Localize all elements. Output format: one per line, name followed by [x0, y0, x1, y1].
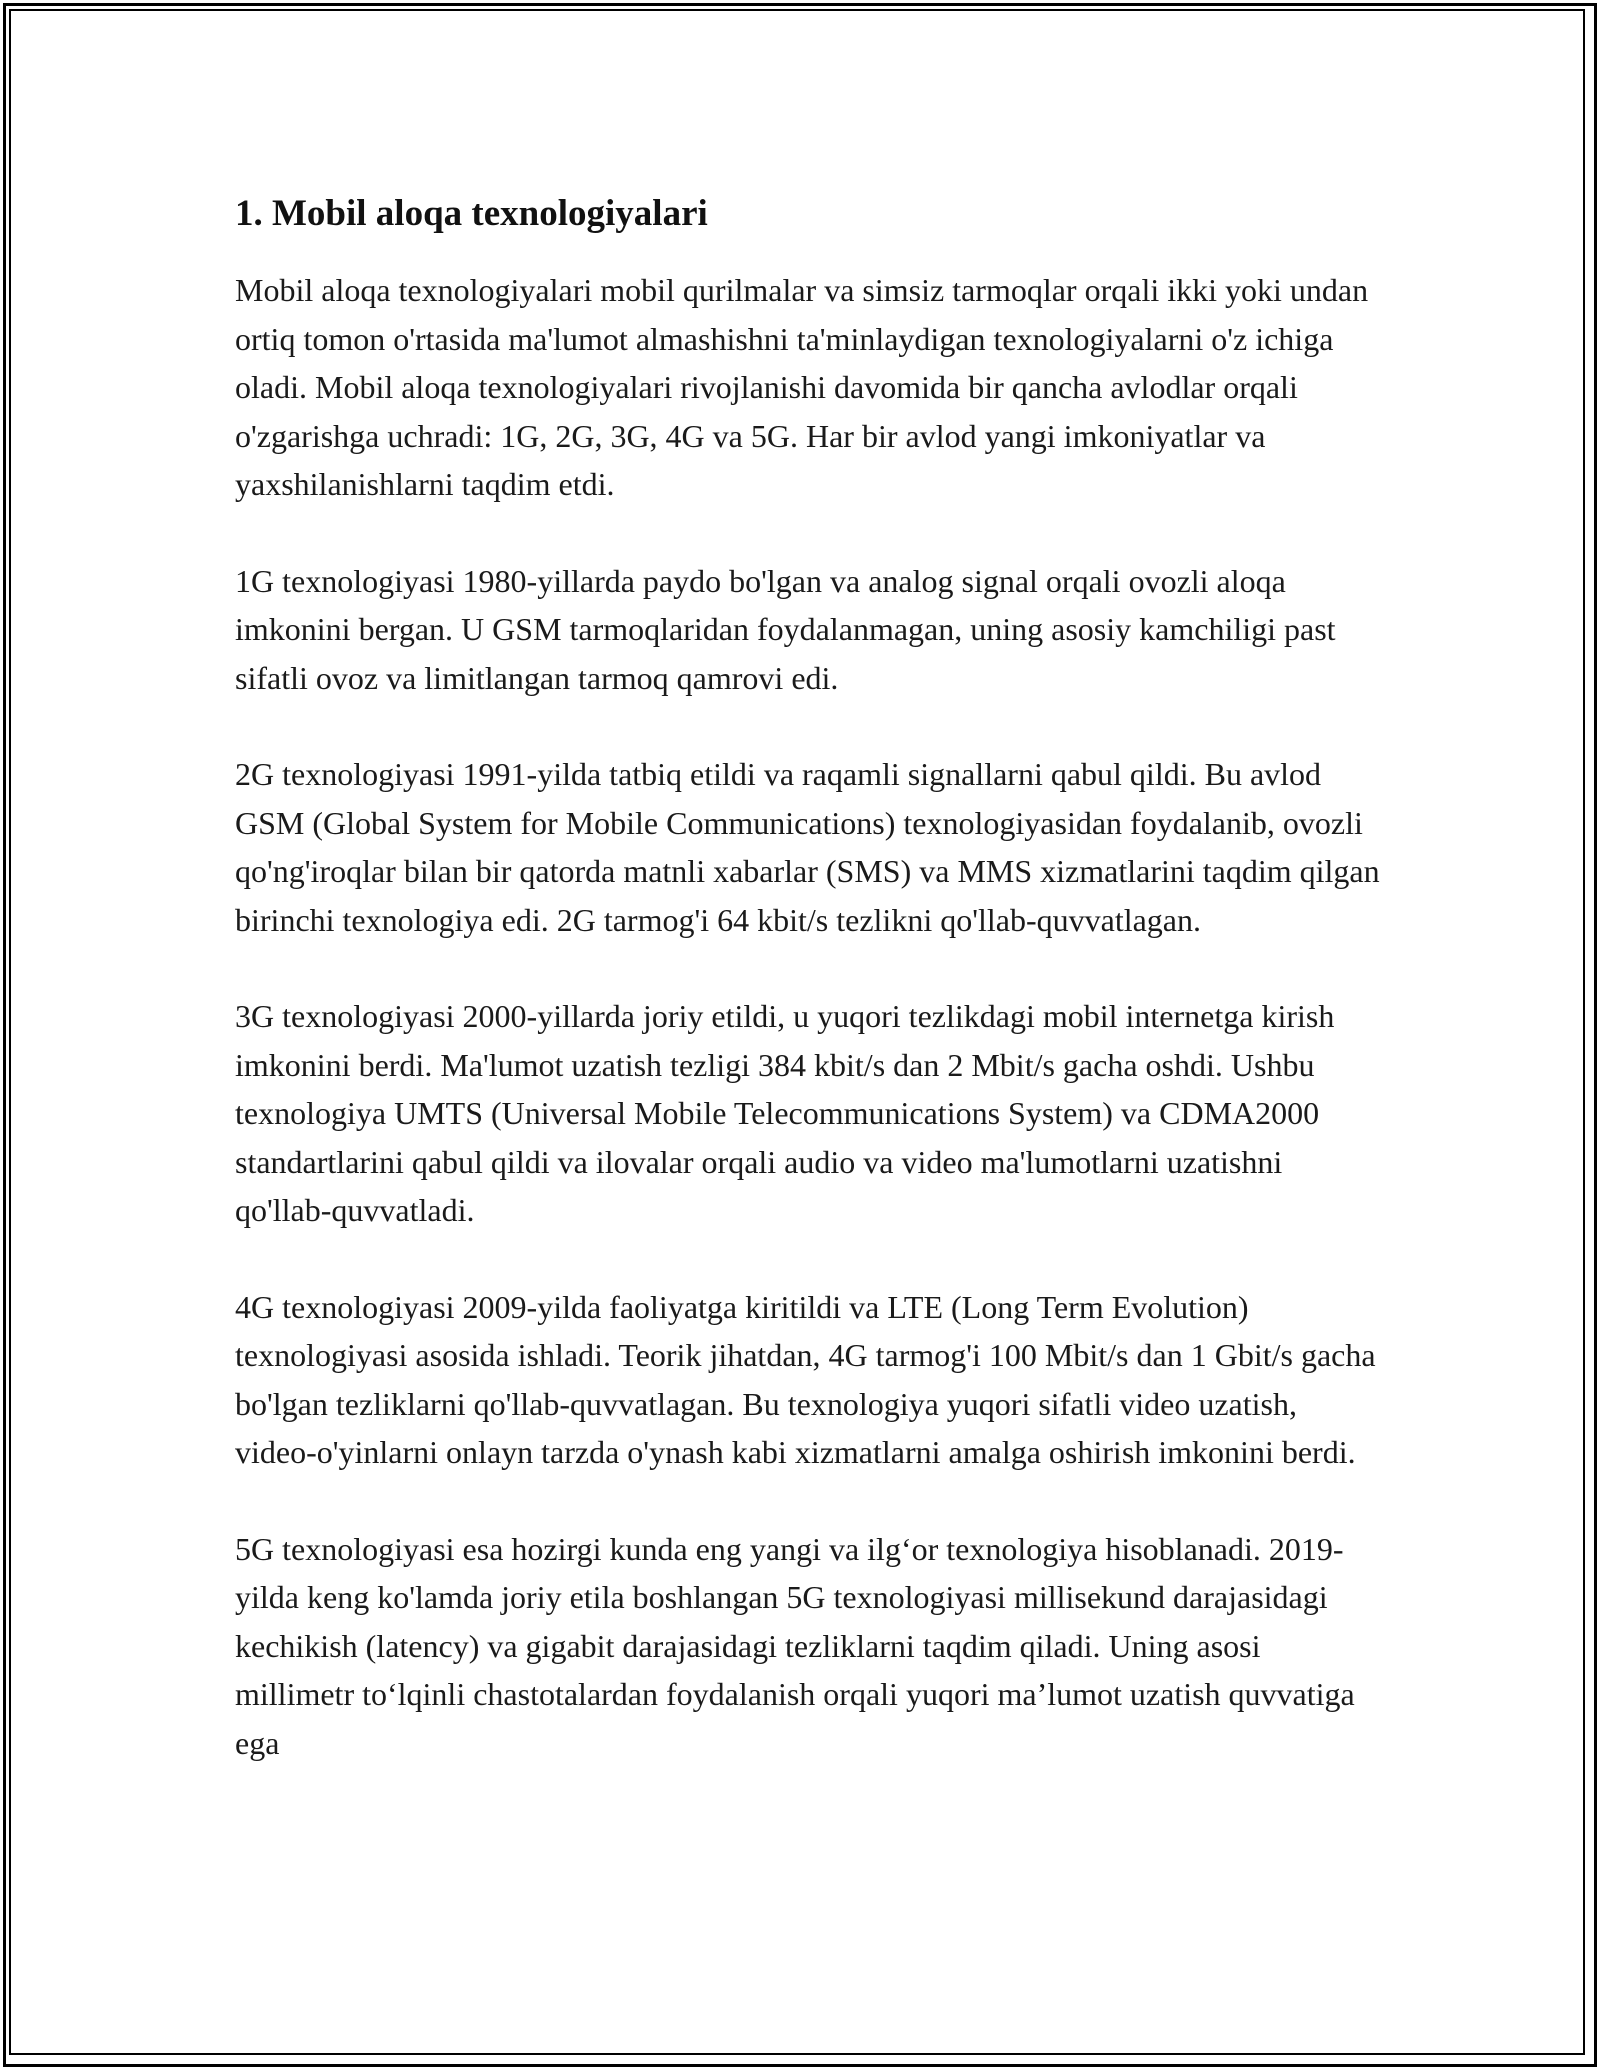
paragraph-3g: 3G texnologiyasi 2000-yillarda joriy etildi, u yuqori tezlikdagi mobil internetga kirish imkonini berdi. Ma'lumot uzatish tezligi 384 kbit/s dan 2 Mbit/s gacha oshdi. Ushbu texnologiya UMTS (Universal Mobile Telecommunications System) va CDMA2000 standartlarini qabul qildi va ilovalar orqali audio va video ma'lumotlarni uzatishni qo'llab-quvvatladi. [235, 998, 1335, 1228]
paragraph-2g: 2G texnologiyasi 1991-yilda tatbiq etildi va raqamli signallarni qabul qildi. Bu avlod GSM (Global System for Mobile Communications) texnologiyasidan foydalanib, ovozli qo'ng'iroqlar bilan bir qatorda matnli xabarlar (SMS) va MMS xizmatlarini taqdim qilgan birinchi texnologiya edi. 2G tarmog'i 64 kbit/s tezlikni qo'llab-quvvatlagan. [235, 756, 1380, 938]
section-heading: 1. Mobil aloqa texnologiyalari [235, 193, 708, 234]
paragraph-intro: Mobil aloqa texnologiyalari mobil qurilmalar va simsiz tarmoqlar orqali ikki yoki undan ortiq tomon o'rtasida ma'lumot almashishni ta'minlaydigan texnologiyalarni o'z ichiga oladi. Mobil aloqa texnologiyalari rivojlanishi davomida bir qancha avlodlar orqali o'zgarishga uchradi: 1G, 2G, 3G, 4G va 5G. Har bir avlod yangi imkoniyatlar va yaxshilanishlarni taqdim etdi. [235, 272, 1369, 502]
paragraph-4g: 4G texnologiyasi 2009-yilda faoliyatga kiritildi va LTE (Long Term Evolution) texnologiyasi asosida ishladi. Teorik jihatdan, 4G tarmog'i 100 Mbit/s dan 1 Gbit/s gacha bo'lgan tezliklarni qo'llab-quvvatlagan. Bu texnologiya yuqori sifatli video uzatish, video-o'yinlarni onlayn tarzda o'ynash kabi xizmatlarni amalga oshirish imkonini berdi. [235, 1288, 1376, 1470]
paragraph-5g: 5G texnologiyasi esa hozirgi kunda eng yangi va ilg‘or texnologiya hisoblanadi. 2019-yilda keng ko'lamda joriy etila boshlangan 5G texnologiyasi millisekund darajasidagi kechikish (latency) va gigabit darajasidagi tezliklarni taqdim qiladi. Uning asosi millimetr to‘lqinli chastotalardan foydalanish orqali yuqori ma’lumot uzatish quvvatiga ega [235, 1530, 1355, 1761]
document-body [235, 188, 1385, 1815]
paragraph-1g: 1G texnologiyasi 1980-yillarda paydo bo'lgan va analog signal orqali ovozli aloqa imkonini bergan. U GSM tarmoqlaridan foydalanmagan, uning asosiy kamchiligi past sifatli ovoz va limitlangan tarmoq qamrovi edi. [235, 562, 1336, 696]
